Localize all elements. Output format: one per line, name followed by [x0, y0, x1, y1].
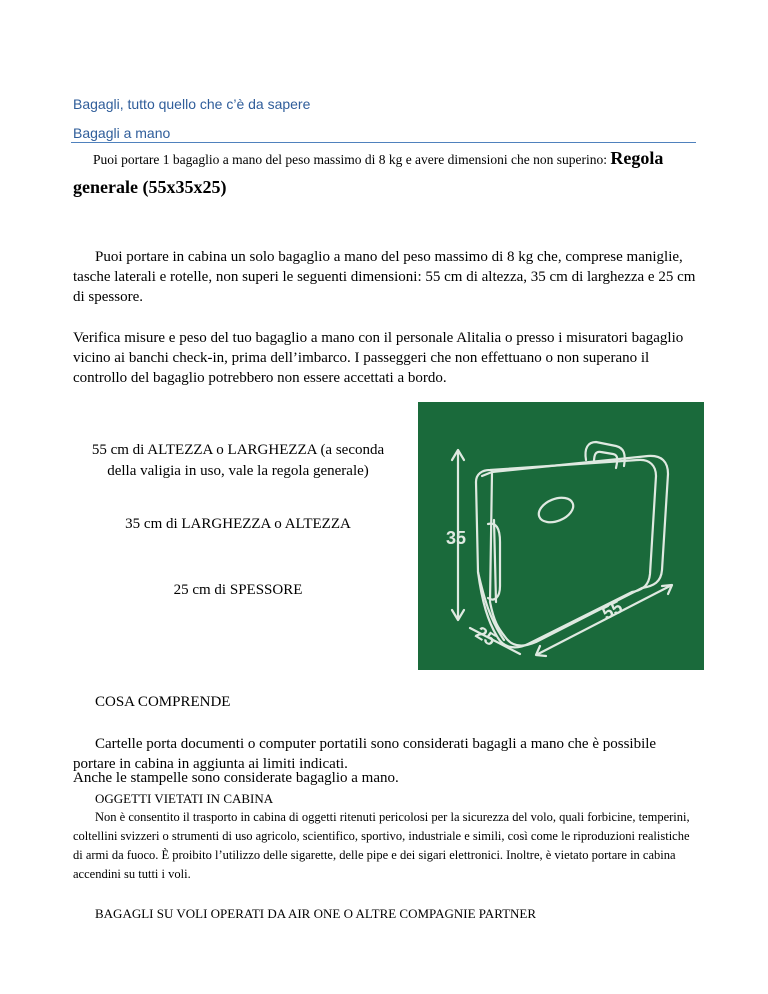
paragraph-cosa-comprende: Cartelle porta documenti o computer portatili sono considerati bagagli a mano che è possibile portare in cabina in aggiunta ai limiti indicati. — [73, 736, 657, 772]
dimension-35-label: 35 cm di LARGHEZZA o ALTEZZA — [125, 516, 351, 532]
intro-text: Puoi portare 1 bagaglio a mano del peso massimo di 8 kg e avere dimensioni che non superino: — [93, 152, 608, 167]
figure-label-height: 35 — [446, 528, 467, 548]
figure-label-width: 55 — [598, 596, 626, 624]
heading-oggetti-vietati: OGGETTI VIETATI IN CABINA — [95, 791, 274, 806]
intro-emphasis: Regola — [610, 148, 664, 168]
paragraph-verification: Verifica misure e peso del tuo bagaglio a mano con il personale Alitalia o presso i misuratori bagaglio vicino ai banchi check-in, prima dell’imbarco. I passeggeri che non effettuano o non superano il controllo del bagaglio potrebbero non essere accettati a bordo. — [73, 330, 684, 386]
suitcase-dimensions-figure — [418, 402, 704, 670]
intro-line — [93, 149, 703, 169]
heading-partner: BAGAGLI SU VOLI OPERATI DA AIR ONE O ALTRE COMPAGNIE PARTNER — [95, 906, 537, 921]
paragraph-stampelle: Anche le stampelle sono considerate bagaglio a mano. — [73, 770, 399, 786]
document-title: Bagagli, tutto quello che c’è da sapere — [73, 96, 311, 112]
section-divider — [71, 142, 696, 143]
figure-label-depth: 25 — [471, 622, 500, 651]
paragraph-oggetti-vietati: Non è consentito il trasporto in cabina di oggetti ritenuti pericolosi per la sicurezza del volo, quali forbicine, temperini, coltellini svizzeri o strumenti di uso agricolo, scientifico, sportivo, industriale e simili, così come le riproduzioni realistiche di armi da fuoco. È proibito l’utilizzo delle sigarette, delle pipe e dei sigari elettronici. Inoltre, è vietato portare in cabina accendini su tutti i voli. — [73, 810, 690, 881]
dimension-55-label: 55 cm di ALTEZZA o LARGHEZZA (a seconda della valigia in uso, vale la regola generale) — [91, 442, 385, 479]
heading-cosa-comprende: COSA COMPRENDE — [95, 694, 231, 710]
rule-general: generale (55x35x25) — [73, 177, 227, 197]
dimension-25-label: 25 cm di SPESSORE — [173, 582, 303, 598]
section-title: Bagagli a mano — [73, 125, 171, 141]
suitcase-icon — [418, 402, 704, 670]
paragraph-cabin-rule: Puoi portare in cabina un solo bagaglio a mano del peso massimo di 8 kg che, comprese maniglie, tasche laterali e rotelle, non superi le seguenti dimensioni: 55 cm di altezza, 35 cm di larghezza e 25 cm di spessore. — [73, 249, 696, 305]
